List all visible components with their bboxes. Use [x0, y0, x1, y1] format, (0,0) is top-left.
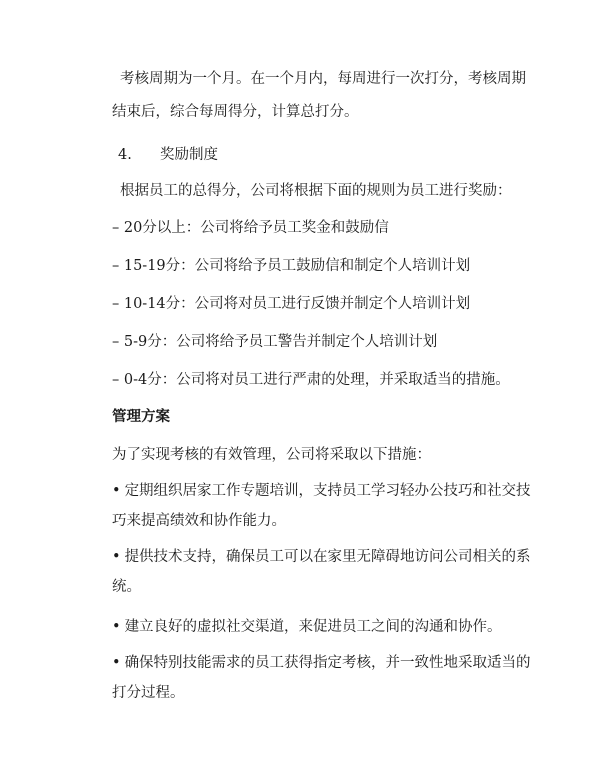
management-item-4-line-2: 打分过程。	[112, 685, 185, 701]
item-text: 确保特别技能需求的员工获得指定考核，并一致性地采取适当的	[124, 655, 531, 671]
bullet: •	[112, 619, 121, 635]
section-number: 4.	[118, 147, 132, 163]
bullet: •	[112, 483, 121, 499]
item-text: 建立良好的虚拟社交渠道，来促进员工之间的沟通和协作。	[124, 619, 502, 635]
reward-rule: – 15-19分：公司将给予员工鼓励信和制定个人培训计划	[112, 258, 471, 274]
management-item-1-line-2: 巧来提高绩效和协作能力。	[112, 513, 286, 529]
reward-rule: – 20分以上：公司将给予员工奖金和鼓励信	[112, 220, 389, 236]
section-title: 奖励制度	[160, 147, 218, 163]
item-text: 定期组织居家工作专题培训，支持员工学习轻办公技巧和社交技	[124, 483, 531, 499]
paragraph-1-line-1: 考核周期为一个月。在一个月内，每周进行一次打分，考核周期	[120, 71, 526, 87]
management-heading: 管理方案	[112, 408, 170, 425]
management-item-4-line-1	[112, 653, 531, 673]
management-intro: 为了实现考核的有效管理，公司将采取以下措施：	[112, 447, 431, 463]
management-item-3-line-1	[112, 617, 502, 637]
paragraph-1-line-2: 结束后，综合每周得分，计算总打分。	[112, 104, 359, 120]
management-item-1-line-1	[112, 481, 531, 501]
reward-rule: – 0-4分：公司将对员工进行严肃的处理，并采取适当的措施。	[112, 372, 510, 388]
management-item-2-line-1	[112, 547, 531, 567]
bullet: •	[112, 549, 121, 565]
reward-rule: – 10-14分：公司将对员工进行反馈并制定个人培训计划	[112, 296, 471, 312]
management-item-2-line-2: 统。	[112, 579, 141, 595]
bullet: •	[112, 655, 121, 671]
reward-rule: – 5-9分：公司将给予员工警告并制定个人培训计划	[112, 334, 438, 350]
item-text: 提供技术支持，确保员工可以在家里无障碍地访问公司相关的系	[124, 549, 531, 565]
reward-intro: 根据员工的总得分，公司将根据下面的规则为员工进行奖励：	[120, 183, 512, 199]
